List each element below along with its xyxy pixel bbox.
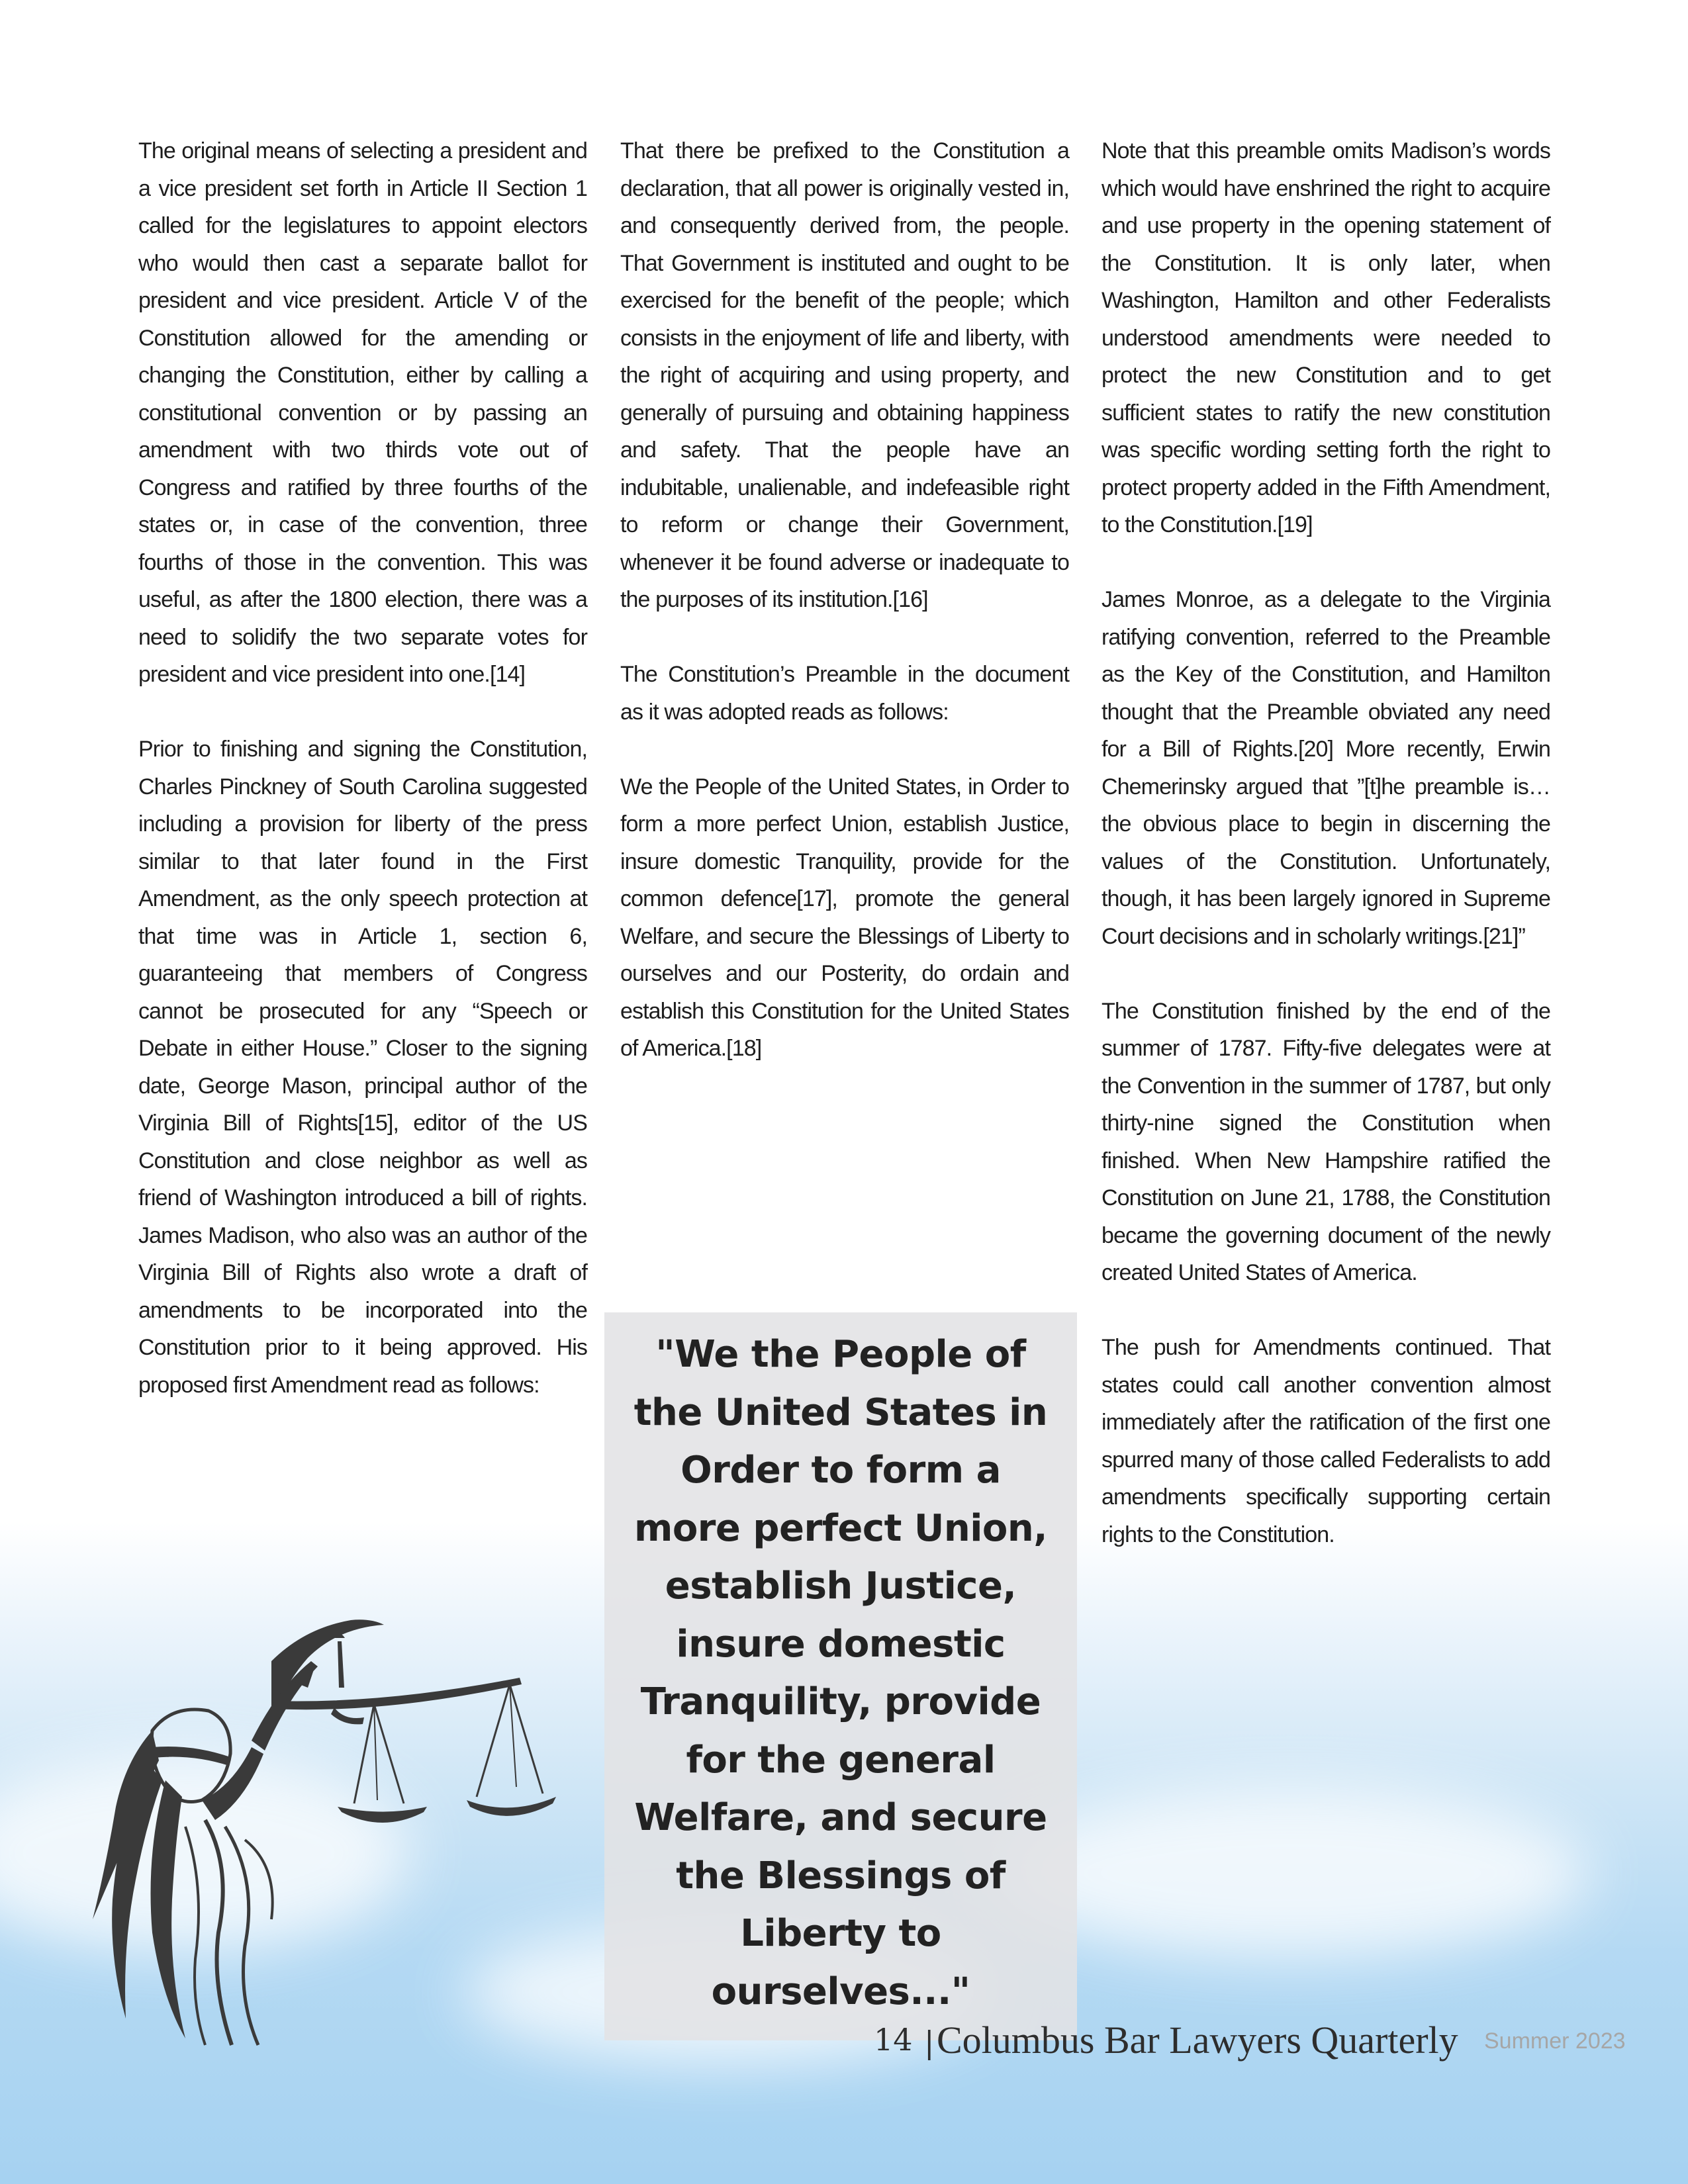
pull-quote: "We the People of the United States in Order to form a more perfect Union, establish Justice, insure domestic Tranquility, provide for the general Welfare, and secure the Blessings of Liberty to ourselves...": [633, 1333, 1048, 2013]
paragraph: The original means of selecting a president and a vice president set forth in Article II Section 1 called for the legislatures to appoint electors who would then cast a separate ballot for president and vice president. Article V of the Constitution allowed for the amending or changing the Constitution, either by calling a constitutional convention or by passing an amendment with two thirds vote out of Congress and ratified by three fourths of the states or, in case of the convention, three fourths of those in the convention. This was useful, as after the 1800 election, there was a need to solidify the two separate votes for president and vice president into one.[14]: [138, 138, 587, 687]
page-number: 14: [874, 2022, 913, 2058]
paragraph: James Monroe, as a delegate to the Virginia ratifying convention, referred to the Preamble as the Key of the Constitution, and Hamilton thought that the Preamble obviated any need for a Bill of Rights.[20] More recently, Erwin Chemerinsky argued that ”[t]he preamble is…the obvious place to begin in discerning the values of the Constitution. Unfortunately, though, it has been largely ignored in Supreme Court decisions and in scholarly writings.[21]”: [1102, 587, 1550, 949]
paragraph: That there be prefixed to the Constitution a declaration, that all power is originally vested in, and consequently derived from, the people. That Government is instituted and ought to be exercised for the benefit of the people; which consists in the enjoyment of life and liberty, with the right of acquiring and using property, and generally of pursuing and obtaining happiness and safety. That the people have an indubitable, unalienable, and indefeasible right to reform or change their Government, whenever it be found adverse or inadequate to the purposes of its institution.[16]: [620, 138, 1069, 612]
lady-justice-illustration: [53, 1588, 583, 2052]
background-cloud: [993, 1787, 1589, 1959]
paragraph: The Constitution finished by the end of the summer of 1787. Fifty-five delegates were at the Convention in the summer of 1787, but only thirty-nine signed the Constitution when finished. When New Hampshire ratified the Constitution on June 21, 1788, the Constitution became the governing document of the newly created United States of America.: [1102, 998, 1550, 1285]
article-column-2: [620, 132, 1069, 1105]
pull-quote-box: [604, 1312, 1077, 2040]
paragraph: Note that this preamble omits Madison’s words which would have enshrined the right to acquire and use property in the opening statement of the Constitution. It is only later, when Washington, Hamilton and other Federalists understood amendments were needed to protect the new Constitution and to get sufficient states to ratify the new constitution was specific wording setting forth the right to protect property added in the Fifth Amendment, to the Constitution.[19]: [1102, 138, 1550, 537]
paragraph: Prior to finishing and signing the Constitution, Charles Pinckney of South Carolina suggested including a provision for liberty of the press similar to that later found in the First Amendment, as the only speech protection at that time was in Article 1, section 6, guaranteeing that members of Congress cannot be prosecuted for any “Speech or Debate in either House.” Closer to the signing date, George Mason, principal author of the Virginia Bill of Rights[15], editor of the US Constitution and close neighbor as well as friend of Washington introduced a bill of rights. James Madison, who also was an author of the Virginia Bill of Rights also wrote a draft of amendments to be incorporated into the Constitution prior to it being approved. His proposed first Amendment read as follows:: [138, 737, 587, 1398]
paragraph: We the People of the United States, in Order to form a more perfect Union, establish Justice, insure domestic Tranquility, provide for the common defence[17], promote the general Welfare, and secure the Blessings of Liberty to ourselves and our Posterity, do ordain and establish this Constitution for the United States of America.[18]: [620, 774, 1069, 1061]
page-footer: [874, 2019, 1655, 2068]
paragraph: The push for Amendments continued. That states could call another convention almost immediately after the ratification of the first one spurred many of those called Federalists to add amendments specifically supporting certain rights to the Constitution.: [1102, 1335, 1550, 1547]
footer-separator: |: [924, 2025, 935, 2060]
paragraph: The Constitution’s Preamble in the document as it was adopted reads as follows:: [620, 662, 1069, 725]
article-column-1: [138, 132, 587, 1441]
publication-title: Columbus Bar Lawyers Quarterly: [937, 2019, 1458, 2062]
issue-label: Summer 2023: [1484, 2028, 1626, 2054]
article-column-3: [1102, 132, 1550, 1591]
